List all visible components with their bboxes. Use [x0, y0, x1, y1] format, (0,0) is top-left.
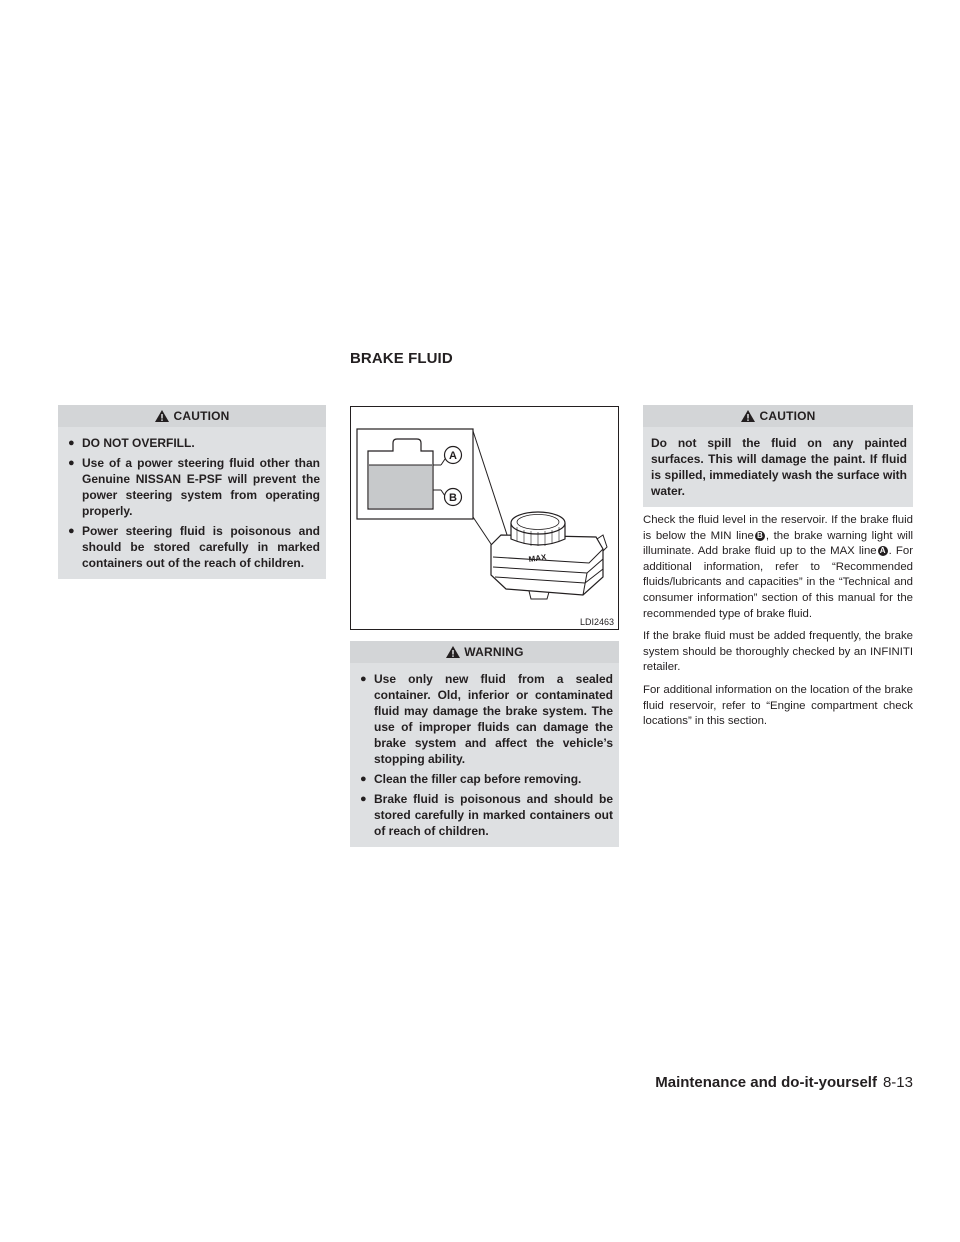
list-item: ● Power steering fluid is poisonous and should be stored carefully in marked containers out of the reach of children. [68, 524, 320, 570]
callout-a: A [449, 450, 457, 462]
caution-header [643, 405, 913, 427]
chapter-title: Maintenance and do-it-yourself [655, 1074, 877, 1091]
right-column [643, 405, 913, 737]
section-title: BRAKE FLUID [350, 350, 453, 367]
paragraph: For additional information on the location of the brake fluid reservoir, refer to “Engine compartment check locations” in this section. [643, 683, 913, 728]
page-number: 8-13 [882, 1074, 913, 1091]
callout-b-marker: B [755, 531, 765, 541]
warning-triangle-icon [154, 409, 170, 423]
bullet-icon: ● [360, 673, 367, 685]
left-caution-box [58, 405, 326, 579]
bullet-icon: ● [360, 773, 367, 785]
callout-a-marker: A [878, 546, 888, 556]
brake-reservoir-figure [350, 406, 619, 630]
page-footer [655, 1074, 913, 1091]
caution-body [58, 427, 326, 579]
max-marking: MAX [528, 552, 547, 564]
bullet-icon: ● [68, 457, 75, 469]
warning-header [350, 641, 619, 663]
list-item: ● Brake fluid is poisonous and should be stored carefully in marked containers out of reach of children. [360, 792, 613, 838]
paragraph: If the brake fluid must be added frequently, the brake system should be thoroughly checked by an INFINITI retailer. [643, 630, 913, 674]
caution-header [58, 405, 326, 427]
list-item: ● Use only new fluid from a sealed container. Old, inferior or contaminated fluid may damage the brake system. The use of improper fluids can damage the brake system and affect the vehicle’s stopping ability. [360, 672, 613, 766]
list-item: ● Clean the filler cap before removing. [360, 772, 582, 786]
caution-title: CAUTION [173, 409, 230, 423]
warning-title: WARNING [464, 645, 524, 659]
figure-id: LDI2463 [579, 617, 614, 627]
bullet-icon: ● [360, 793, 367, 805]
warning-triangle-icon [445, 645, 461, 659]
brake-reservoir-illustration [351, 407, 618, 629]
bullet-icon: ● [68, 525, 75, 537]
caution-title: CAUTION [759, 409, 816, 423]
callout-b: B [449, 492, 457, 504]
list-item: ● Use of a power steering fluid other than Genuine NISSAN E-PSF will prevent the power steering system from operating properly. [68, 456, 320, 518]
paragraph: Check the fluid level in the reservoir. If the brake fluid is below the MIN line B , the brake warning light will illuminate. Add brake fluid up to the MAX line A . For additional information, refer to “Recommended fluids/lubricants and capacities” in the “Technical and consumer information” section of this manual for the recommended type of brake fluid. [643, 514, 914, 620]
warning-triangle-icon [740, 409, 756, 423]
warning-box [350, 641, 619, 847]
caution-body [643, 427, 913, 507]
body-text [643, 513, 913, 730]
warning-body [350, 663, 619, 847]
bullet-icon: ● [68, 437, 75, 449]
caution-text: Do not spill the fluid on any painted surfaces. This will damage the paint. If fluid is spilled, immediately wash the surface with water. [651, 436, 907, 498]
list-item: ● DO NOT OVERFILL. [68, 436, 195, 450]
